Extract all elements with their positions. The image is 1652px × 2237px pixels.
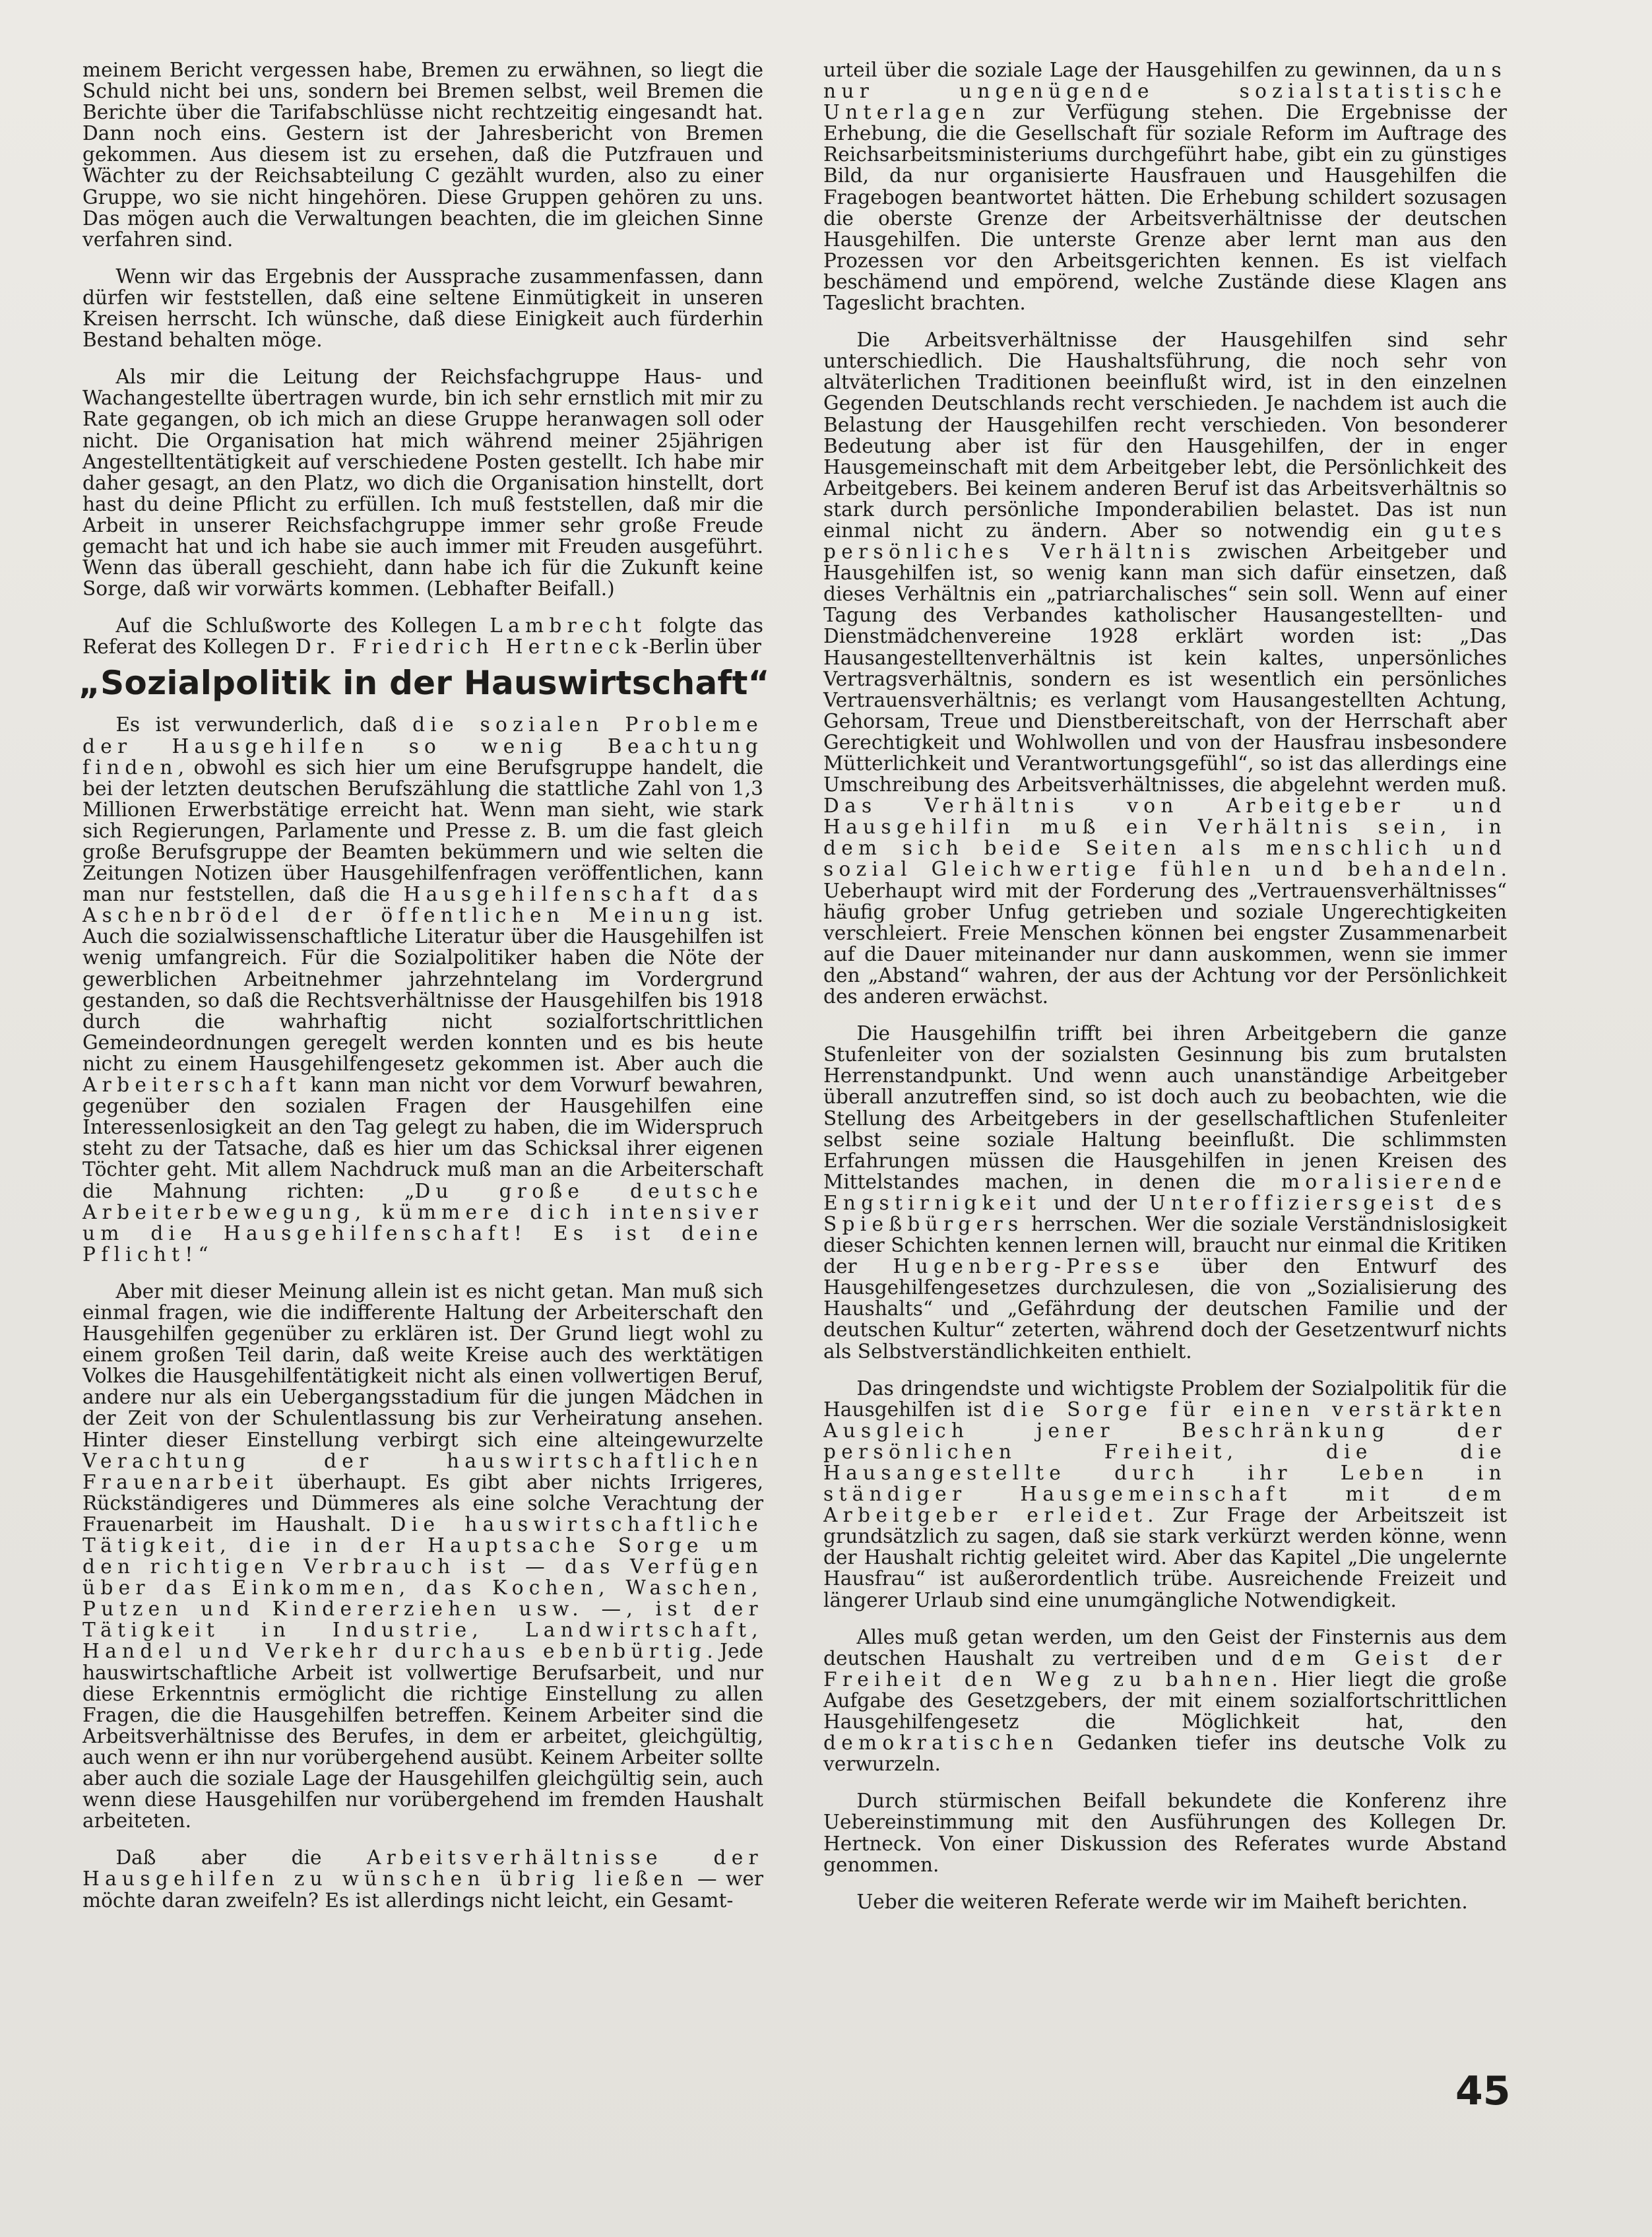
paragraph: Wenn wir das Ergebnis der Aussprache zusammenfassen, dann dürfen wir feststellen, daß eine seltene Einmütigkeit in unseren Kreisen herrscht. Ich wünsche, daß diese Einigkeit auch fürderhin Bestand behalten möge. — [82, 265, 763, 352]
paragraph: Daß aber die Arbeitsverhältnisse der Hausgehilfen zu wünschen übrig ließen — wer möchte daran zweifeln? Es ist allerdings nicht leicht, ein Gesamt- — [82, 1846, 764, 1912]
paragraph: Aber mit dieser Meinung allein ist es nicht getan. Man muß sich einmal fragen, wie die indifferente Haltung der Arbeiterschaft den Hausgehilfen gegenüber zu erklären ist. Der Grund liegt wohl zu einem großen Teil darin, daß weite Kreise auch des werktätigen Volkes die Hausgehilfentätigkeit nicht als einen vollwertigen Beruf, andere nur als ein Uebergangsstadium für die jungen Mädchen in der Zeit von der Schulentlassung bis zur Verheiratung ansehen. Hinter dieser Einstellung verbirgt sich eine alteingewurzelte Verachtung der hauswirtschaftlichen Frauenarbeit überhaupt. Es gibt aber nichts Irrigeres, Rückständigeres und Dümmeres als eine solche Verachtung der Frauenarbeit im Haushalt. Die hauswirtschaftliche Tätigkeit, die in der Hauptsache Sorge um den richtigen Verbrauch ist — das Verfügen über das Einkommen, das Kochen, Waschen, Putzen und Kindererziehen usw. —, ist der Tätigkeit in Industrie, Landwirtschaft, Handel und Verkehr durchaus ebenbürtig. Jede hauswirtschaftliche Arbeit ist vollwertige Berufsarbeit, und nur diese Erkenntnis ermöglicht die richtige Einstellung zu allen Fragen, die die Hausgehilfen betreffen. Keinem Arbeiter sind die Arbeitsverhältnisse des Berufes, in dem er arbeitet, gleichgültig, auch wenn er ihn nur vorübergehend ausübt. Keinem Arbeiter sollte aber auch die soziale Lage der Hausgehilfen gleichgültig sein, auch wenn diese Hausgehilfen nur vorübergehend im fremden Haushalt arbeiteten. — [82, 1280, 763, 1832]
right-column — [823, 59, 1507, 1928]
emphasis: demokratischen — [823, 1732, 1059, 1755]
emphasis: Die hauswirtschaftliche Tätigkeit, die in der Hauptsache Sorge um den richtigen Verbrauch ist — das Verfügen über das Einkommen, das Kochen, Waschen, Putzen und Kindererziehen usw. —, ist der Tätigkeit in Industrie, Landwirtschaft, Handel und Verkehr durchaus ebenbürtig — [82, 1512, 763, 1663]
left-column — [79, 59, 770, 1927]
emphasis: Unteroffiziersgeist des Spießbürgers — [823, 1191, 1508, 1235]
paragraph: Das dringendste und wichtigste Problem der Sozialpolitik für die Hausgehilfen ist die Sorge für einen verstärkten Ausgleich jener Beschränkung der persönlichen Freiheit, die die Hausangestellte durch ihr Leben in ständiger Hausgemeinschaft mit dem Arbeitgeber erleidet. Zur Frage der Arbeitszeit ist grundsätzlich zu sagen, daß sie stark verkürzt werden könne, wenn der Haushalt richtig geleitet wird. Aber das Kapitel „Die ungelernte Hausfrau“ ist außerordentlich trübe. Ausreichende Freizeit und längerer Urlaub sind eine unumgängliche Notwendigkeit. — [823, 1377, 1508, 1611]
paragraph: Ueber die weiteren Referate werde wir im Maiheft berichten. — [856, 1890, 1468, 1913]
emphasis: die sozialen Probleme der Hausgehilfen so wenig Beachtung finden — [82, 713, 763, 779]
emphasis: Das Verhältnis von Arbeitgeber und Hausgehilfin muß ein Verhältnis sein, in dem sich beide Seiten als menschlich und sozial Gleichwertige fühlen und behandeln — [823, 794, 1507, 881]
emphasis: Arbeiterschaft — [82, 1074, 302, 1097]
paragraph: Es ist verwunderlich, daß die sozialen Probleme der Hausgehilfen so wenig Beachtung finden, obwohl es sich hier um eine Berufsgruppe handelt, die bei der letzten deutschen Berufszählung die stattliche Zahl von 1,3 Millionen Erwerbstätige erreicht hat. Wenn man sieht, wie stark sich Regierungen, Parlamente und Presse z. B. um die fast gleich große Berufsgruppe der Beamten bekümmern und wie selten die Zeitungen Notizen über Hausgehilfenfragen veröffentlichen, kann man nur feststellen, daß die Hausgehilfenschaft das Aschenbrödel der öffentlichen Meinung ist. Auch die sozialwissenschaftliche Literatur über die Hausgehilfen ist wenig umfangreich. Für die Sozialpolitiker haben die Nöte der gewerblichen Arbeitnehmer jahrzehntelang im Vordergrund gestanden, so daß die Rechtsverhältnisse der Hausgehilfen bis 1918 durch die wahrhaftig nicht sozialfortschrittlichen Gemeindeordnungen geregelt werden konnten und es bis heute nicht zu einem Hausgehilfengesetz gekommen ist. Aber auch die Arbeiterschaft kann man nicht vor dem Vorwurf bewahren, gegenüber den sozialen Fragen der Hausgehilfen eine Interessenlosigkeit an den Tag gelegt zu haben, die im Widerspruch steht zu der Tatsache, daß es hier um das Schicksal ihrer eigenen Töchter geht. Mit allem Nachdruck muß man an die Arbeiterschaft die Mahnung richten: „Du große deutsche Arbeiterbewegung, kümmere dich intensiver um die Hausgehilfenschaft! Es ist deine Pflicht!“ — [82, 713, 764, 1266]
paragraph: Auf die Schlußworte des Kollegen Lambrecht folgte das Referat des Kollegen Dr. Friedrich Hertneck-Berlin über — [82, 614, 763, 659]
paragraph: Alles muß getan werden, um den Geist der Finsternis aus dem deutschen Haushalt zu vertreiben und dem Geist der Freiheit den Weg zu bahnen. Hier liegt die große Aufgabe des Gesetzgebers, der mit einem sozialfortschrittlichen Hausgehilfengesetz die Möglichkeit hat, den demokratischen Gedanken tiefer ins deutsche Volk zu verwurzeln. — [823, 1625, 1507, 1776]
emphasis: Arbeitsverhältnisse der Hausgehilfen zu wünschen übrig ließen — [82, 1846, 763, 1891]
article-heading: „Sozialpolitik in der Hauswirtschaft“ — [79, 664, 770, 703]
emphasis: die Sorge für einen verstärkten Ausgleich jener Beschränkung der persönlichen Freiheit, die die Hausangestellte durch ihr Leben in ständiger Hausgemeinschaft mit dem Arbeitgeber erleidet — [823, 1398, 1507, 1527]
page-number: 45 — [1455, 2068, 1511, 2114]
emphasis: dem Geist der Freiheit den Weg zu bahnen — [823, 1646, 1507, 1691]
paragraph: meinem Bericht vergessen habe, Bremen zu erwähnen, so liegt die Schuld nicht bei uns, sondern bei Bremen selbst, weil Bremen die Berichte über die Tarifabschlüsse nicht rechtzeitig eingesandt hat. Dann noch eins. Gestern ist der Jahresbericht von Bremen gekommen. Aus diesem ist zu ersehen, daß die Putzfrauen und Wächter zu der Reichsabteilung C gezählt wurden, also zu einer Gruppe, wo sie nicht hingehören. Diese Gruppen gehören zu uns. Das mögen auch die Verwaltungen beachten, die im gleichen Sinne verfahren sind. — [82, 59, 763, 251]
spaced-name: Dr. Friedrich Hertneck — [295, 635, 643, 659]
spaced-name: Lambrecht — [490, 614, 647, 637]
emphasis: Hugenberg-Presse — [893, 1255, 1165, 1278]
emphasis: Hausgehilfenschaft das Aschenbrödel der öffentlichen Meinung — [82, 883, 763, 927]
emphasis: Verachtung der hauswirtschaftlichen Frauenarbeit — [82, 1449, 763, 1493]
paragraph: Die Hausgehilfin trifft bei ihren Arbeitgebern die ganze Stufenleiter von der sozialsten Gesinnung bis zum brutalsten Herrenstandpunkt. Und wenn auch unanständige Arbeitgeber überall anzutreffen sind, so ist doch auch zu beobachten, wie die Stellung des Arbeitgebers in der gesellschaftlichen Stufenleiter selbst seine soziale Haltung beeinflußt. Die schlimmsten Erfahrungen müssen die Hausgehilfen in jenen Kreisen des Mittelstandes machen, in denen die moralisierende Engstirnigkeit und der Unteroffiziersgeist des Spießbürgers herrschen. Wer die soziale Verständnislosigkeit dieser Schichten kennen lernen will, braucht nur einmal die Kritiken der Hugenberg-Presse über den Entwurf des Hausgehilfengesetzes durchzulesen, die von „Sozialisierung des Haushalts“ und „Gefährdung der deutschen Familie und der deutschen Kultur“ zeterten, während doch der Gesetzentwurf nichts als Selbstverständlichkeiten enthielt. — [823, 1022, 1508, 1363]
paragraph: Als mir die Leitung der Reichsfachgruppe Haus- und Wachangestellte übertragen wurde, bin ich sehr ernstlich mit mir zu Rate gegangen, ob ich mich an diese Gruppe heranwagen soll oder nicht. Die Organisation hat mich während meiner 25jährigen Angestelltentätigkeit auf verschiedene Posten gestellt. Ich habe mir daher gesagt, an den Platz, wo dich die Organisation hinstellt, dort hast du deine Pflicht zu erfüllen. Ich muß feststellen, daß mir die Arbeit in unserer Reichsfachgruppe immer sehr große Freude gemacht hat und ich habe sie auch immer mit Freuden ausgeführt. Wenn das überall geschieht, dann habe ich für die Zukunft keine Sorge, daß wir vorwärts kommen. (Lebhafter Beifall.) — [82, 366, 763, 600]
emphasis: gutes persönliches Verhältnis — [823, 519, 1507, 564]
paragraph: Durch stürmischen Beifall bekundete die Konferenz ihre Uebereinstimmung mit den Ausführungen des Kollegen Dr. Hertneck. Von einer Diskussion des Referates wurde Abstand genommen. — [823, 1790, 1507, 1876]
emphasis: uns nur ungenügende sozialstatistische Unterlagen — [823, 59, 1507, 124]
emphasis: moralisierende Engstirnigkeit — [823, 1170, 1507, 1214]
paragraph: Die Arbeitsverhältnisse der Hausgehilfen sind sehr unterschiedlich. Die Haushaltsführung, die noch sehr von altväterlichen Traditionen beeinflußt wird, ist in den einzelnen Gegenden Deutschlands recht verschieden. Je nachdem ist auch die Belastung der Hausgehilfen recht verschieden. Von besonderer Bedeutung aber ist für den Hausgehilfen, der in enger Hausgemeinschaft mit dem Arbeitgeber lebt, die Persönlichkeit des Arbeitgebers. Bei keinem anderen Beruf ist das Arbeitsverhältnis so stark durch persönliche Imponderabilien belastet. Das ist nun einmal nicht zu ändern. Aber so notwendig ein gutes persönliches Verhältnis zwischen Arbeitgeber und Hausgehilfen ist, so wenig kann man sich dafür einsetzen, daß dieses Verhältnis ein „patriarchalisches“ sein soll. Wenn auf einer Tagung des Verbandes katholischer Hausangestellten- und Dienstmädchenvereine 1928 erklärt worden ist: „Das Hausangestelltenverhältnis ist kein kaltes, unpersönliches Vertragsverhältnis, sondern es ist wesentlich ein persönliches Vertrauensverhältnis; es verlangt vom Hausangestellten Achtung, Gehorsam, Treue und Dienstbereitschaft, von der Herrschaft aber Gerechtigkeit und Wohlwollen und von der Hausfrau insbesondere Mütterlichkeit und Verantwortungsgefühl“, so ist das allerdings eine Umschreibung des Arbeitsverhältnisses, die abgelehnt werden muß. Das Verhältnis von Arbeitgeber und Hausgehilfin muß ein Verhältnis sein, in dem sich beide Seiten als menschlich und sozial Gleichwertige fühlen und behandeln. Ueberhaupt wird mit der Forderung des „Vertrauensverhältnisses“ häufig grober Unfug getrieben und soziale Ungerechtigkeiten verschleiert. Freie Menschen können bei engster Zusammenarbeit auf die Dauer miteinander nur dann auskommen, wenn sie immer den „Abstand“ wahren, der aus der Achtung vor der Persönlichkeit des anderen erwächst. — [823, 329, 1507, 1008]
paragraph: urteil über die soziale Lage der Hausgehilfen zu gewinnen, da uns nur ungenügende sozialstatistische Unterlagen zur Verfügung stehen. Die Ergebnisse der Erhebung, die die Gesellschaft für soziale Reform im Auftrage des Reichsarbeitsministeriums durchgeführt habe, gibt ein zu günstiges Bild, da nur organisierte Hausfrauen und Hausgehilfen die Fragebogen beantwortet hätten. Die Erhebung schildert sozusagen die oberste Grenze der Arbeitsverhältnisse der deutschen Hausgehilfen. Die unterste Grenze aber lernt man aus den Prozessen vor den Arbeitsgerichten kennen. Es ist vielfach beschämend und empörend, welche Zustände diese Klagen ans Tageslicht brachten. — [823, 59, 1507, 315]
emphasis: Du große deutsche Arbeiterbewegung, kümmere dich intensiver um die Hausgehilfenschaft! Es ist deine Pflicht! — [82, 1179, 763, 1266]
